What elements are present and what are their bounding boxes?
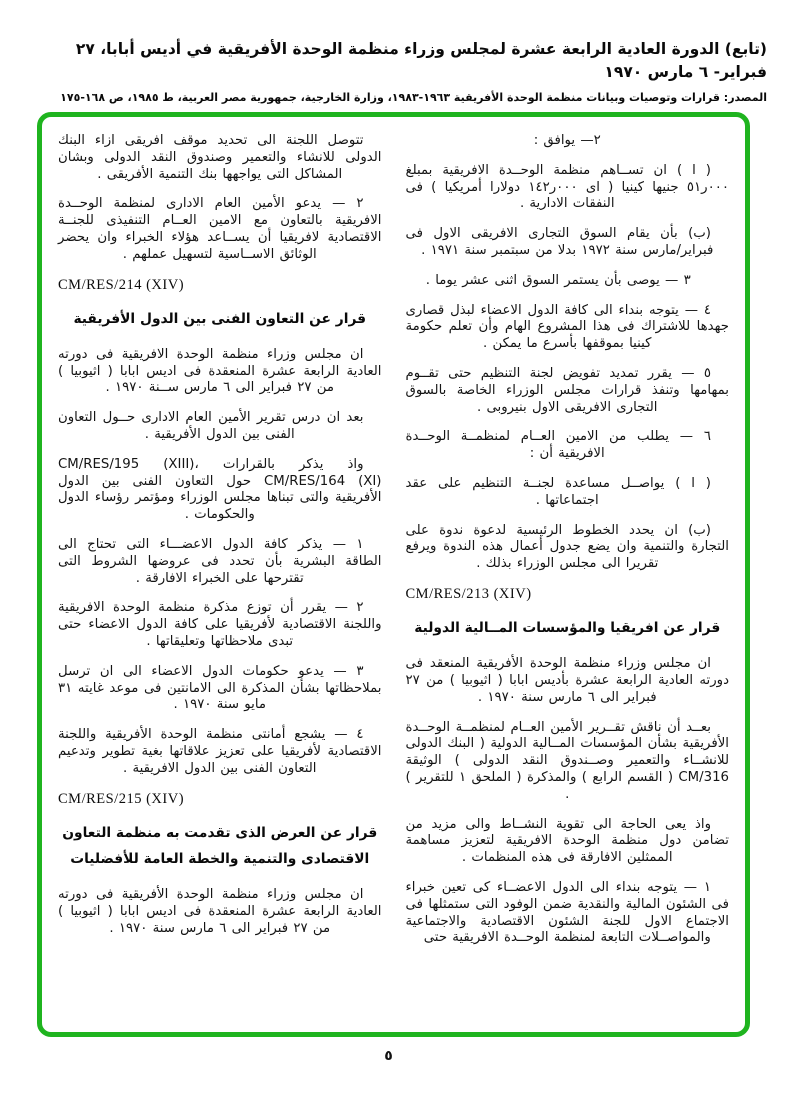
paragraph: ( ا ) يواصــل مساعدة لجنــة التنظيم على عقد اجتماعاتها . [405, 475, 711, 508]
paragraph: ٢— يوافق : [533, 133, 601, 148]
paragraph: ١ — يذكر كافة الدول الاعضـــاء التى تحتاج الى الطاقة البشرية بأن تحدد فى عروضها الشروط التى تقترحها على الخبراء الافارقة . [58, 536, 382, 586]
paragraph: ١ — يتوجه بنداء الى الدول الاعضــاء كى تعين خبراء فى الشئون المالية والنقدية ضمن الوفود التى ستمثلها فى الاجتماع الاول للجنة الشئون الاقتصادية والاجتماعية والمواصــلات التابعة لمنظمة الوحــدة الافريقية حتى [405, 879, 729, 946]
page-number: ٥ [384, 1048, 393, 1064]
paragraph: ٢ — يدعو الأمين العام الادارى لمنظمة الوحــدة الافريقية بالتعاون مع الامين العــام التنفيذى للجنــة الاقتصادية لافريقيا أن يســاعد هؤلاء الخبراء وان يحضر الوثائق الاســاسية لتسهيل عملهم . [58, 196, 382, 262]
paragraph: ٥ — يقرر تمديد تفويض لجنة التنظيم حتى تقــوم بمهامها وتنفذ قرارات مجلس الوزراء الخاصة بالسوق التجارى الافريقى الاول بنيروبى . [405, 365, 729, 415]
resolution-ref-label: CM/RES/213 (XIV) [405, 585, 532, 602]
resolution-title: قرار عن التعاون الفنى بين الدول الأفريقية [73, 310, 367, 327]
paragraph: ان مجلس وزراء منظمة الوحدة الأفريقية المنعقد فى دورته العادية الرابعة عشرة بأديس ابابا ( اثيوبيا ) من ٢٧ فبراير الى ٦ مارس سنة ١٩٧٠ . [405, 656, 729, 705]
two-column-layout [42, 117, 745, 1032]
paragraph: واذ يعى الحاجة الى تقوية النشــاط والى مزيد من تضامن دول منظمة الوحدة الافريقية لتعزيز مساهمة الممثلين الافارقة فى هذه المنظمات . [405, 816, 729, 866]
resolution-ref-label: CM/RES/214 (XIV) [58, 276, 185, 293]
paragraph: ان مجلس وزراء منظمة الوحدة الأفريقية فى دورته العادية الرابعة عشرة المنعقدة فى اديس ابابا ( اثيوبيا ) من ٢٧ فبراير الى ٦ مارس سنة ١٩٧٠ . [58, 886, 382, 936]
paragraph: ٣ — يدعو حكومات الدول الاعضاء الى ان ترسل بملاحظاتها بشأن المذكرة الى الامانتين فى موعد غايته ٣١ مايو سنة ١٩٧٠ . [58, 663, 382, 713]
source-citation: المصدر: قرارات وتوصيات وبيانات منظمة الوحدة الأفريقية ١٩٦٣-١٩٨٣، وزارة الخارجية، جمهورية مصر العربية، ط ١٩٨٥، ص ١٦٨-١٧٥ [60, 90, 767, 104]
right-column [406, 133, 730, 1022]
paragraph: (ب) بأن يقام السوق التجارى الافريقى الاول فى فبراير/مارس سنة ١٩٧٢ بدلا من سبتمبر سنة ١٩٧١ . [405, 226, 714, 258]
paragraph: (ب) ان يحدد الخطوط الرئيسية لدعوة ندوة على التجارة والتنمية وان يضع جدول أعمال هذه الندوة ويرفع تقريرا الى مجلس الوزراء بذلك . [405, 522, 729, 572]
paragraph: واذ يذكر بالقرارات CM/RES/195 (XIII)، CM/RES/164 (XI) حول التعاون الفنى بين الدول الأفريقية والتى تبناها مجلس الوزراء ومؤتمر رؤساء الدول والحكومات . [58, 456, 382, 523]
paragraph: ٦ — يطلب من الامين العــام لمنظمــة الوحــدة الافريقية أن : [405, 429, 711, 462]
paragraph: بعــد أن ناقش تقــرير الأمين العــام لمنظمــة الوحــدة الأفريقية بشأن المؤسسات المــالية الدولية ( البنك الدولى للانشــاء والتعمير وصــندوق النقد الدولى ) الوثيقة CM/316 ( القسم الرابع ) والمذكرة ( الملحق ١ للتقرير ) . [405, 719, 729, 802]
paragraph: ( ا ) ان تســاهم منظمة الوحــدة الافريقية بمبلغ ٠٠٠ر٥١ جنيها كينيا ( اى ٠٠٠ر١٤٢ دولارا أمريكيا ) فى النفقات الادارية . [405, 162, 729, 212]
resolution-title: قرار عن افريقيا والمؤسسات المــالية الدولية [414, 619, 721, 636]
paragraph: ٢ — يقرر أن توزع مذكرة منظمة الوحدة الافريقية واللجنة الاقتصادية لأفريقيا على كافة الدول الاعضاء حتى تبدى ملاحظاتها وتعليقاتها . [58, 600, 382, 649]
paragraph: بعد ان درس تقرير الأمين العام الادارى حــول التعاون الفنى بين الدول الأفريقية . [58, 410, 364, 442]
paragraph: ٤ — يشجع أمانتى منظمة الوحدة الأفريقية واللجنة الاقتصادية لأفريقيا على تعزيز علاقاتها بغية تطوير وتدعيم التعاون الفنى بين الدول الافريقية . [58, 727, 382, 776]
page-header [30, 38, 767, 104]
left-column [58, 133, 382, 1022]
paragraph: تتوصل اللجنة الى تحديد موقف افريقى ازاء البنك الدولى للانشاء والتعمير وصندوق النقد الدولى وبشان المشاكل التى يواجهها بنك التنمية الأفريقى . [58, 133, 382, 182]
paragraph: ٤ — يتوجه بنداء الى كافة الدول الاعضاء لبذل قصارى جهدها للاشتراك فى هذا المشروع الهام وأن تعلم حكومة كينيا بموقفها بأسرع ما يمكن . [405, 302, 729, 352]
resolution-ref-label: CM/RES/215 (XIV) [58, 790, 185, 807]
paragraph: ٣ — يوصى بأن يستمر السوق اثنى عشر يوما . [425, 272, 691, 288]
session-title: (تابع) الدورة العادية الرابعة عشرة لمجلس وزراء منظمة الوحدة الأفريقية في أديس أبابا، ٢٧ فبراير- ٦ مارس ١٩٧٠ [75, 40, 767, 82]
resolution-title: قرار عن العرض الذى تقدمت به منظمة التعاون الاقتصادى والتنمية والخطة العامة للأفضليات [62, 824, 378, 867]
content-frame [37, 112, 750, 1037]
paragraph: ان مجلس وزراء منظمة الوحدة الافريقية فى دورته العادية الرابعة عشرة المنعقدة فى اديس ابابا ( اثيوبيا ) من ٢٧ فبراير الى ٦ مارس ســنة ١٩٧٠ . [58, 346, 382, 396]
